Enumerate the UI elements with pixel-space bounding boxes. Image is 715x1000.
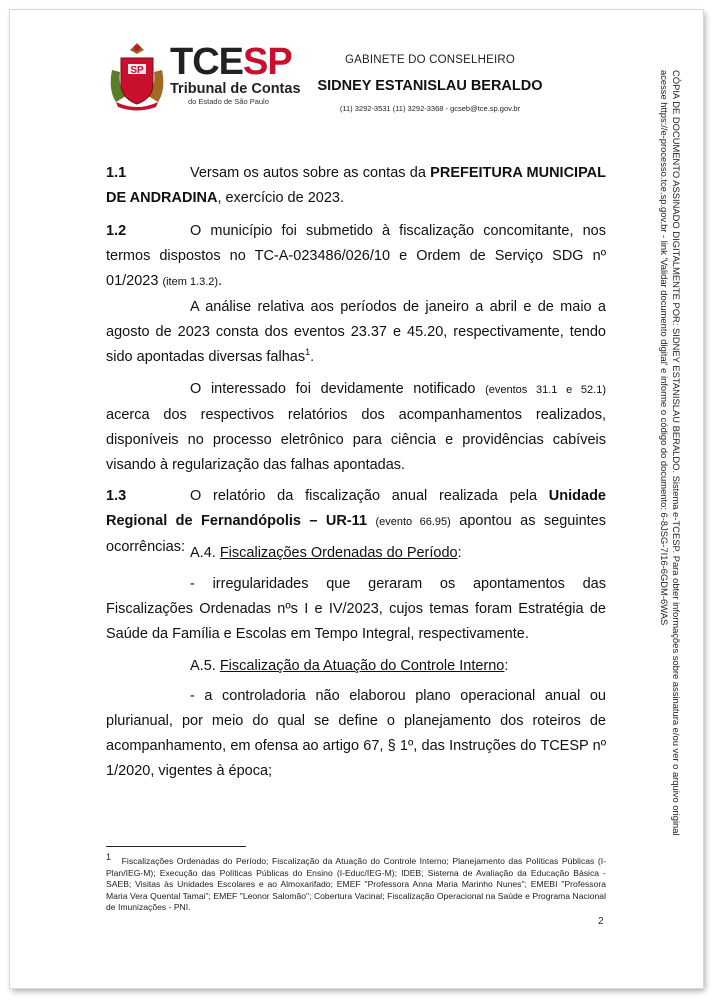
signature-note-line: CÓPIA DE DOCUMENTO ASSINADO DIGITALMENTE POR: SIDNEY ESTANISLAU BERALDO. Sistema e-TCESP. Para obter informações sobre assinatura e/ou ver o arquivo original — [671, 70, 682, 836]
section-number: 1.3 — [106, 488, 127, 504]
digital-signature-note — [642, 70, 682, 930]
sao-paulo-seal-icon — [106, 40, 168, 112]
heading-title: Fiscalizações Ordenadas do Período — [219, 545, 458, 561]
text: A análise relativa aos períodos de janeiro a abril e de maio a agosto de 2023 consta dos eventos 23.37 e 45.20, respectivamente, tendo sido apontadas diversas falhas — [106, 299, 606, 365]
signature-note-line: acesse https://e-processo.tce.sp.gov.br - link 'Validar documento digital' e informe o código do documento: 6-8JSG-7I16-6GDM-6WAS — [659, 70, 671, 626]
text: . — [218, 273, 223, 289]
page-number: 2 — [598, 916, 604, 927]
logo-subtitle-small: do Estado de São Paulo — [188, 97, 269, 106]
text: . — [310, 349, 315, 365]
section-number: 1.1 — [106, 165, 127, 181]
heading-label: A.4. — [190, 545, 220, 561]
regional-unit: Unidade Regional de Fernandópolis – UR-11 — [106, 488, 606, 529]
text: Versam os autos sobre as contas da — [190, 165, 431, 181]
event-reference: (evento 66.95) — [375, 516, 451, 528]
footnote-mark: 1 — [305, 347, 311, 358]
heading-label: A.5. — [190, 658, 220, 674]
heading-a5 — [106, 654, 606, 679]
text: acerca dos respectivos relatórios dos acompanhamentos realizados, disponíveis no processo eletrônico para ciência e providências cabíveis visando à regularização das falhas apontadas. — [106, 407, 606, 473]
logo-subtitle: Tribunal de Contas — [170, 81, 301, 97]
footnote — [106, 852, 606, 914]
paragraph-a4: - irregularidades que geraram os apontamentos das Fiscalizações Ordenadas nºs I e IV/2023, cujos temas foram Estratégia de Saúde da Família e Escolas em Tempo Integral, respectivamente. — [106, 576, 606, 642]
text: O relatório da fiscalização anual realizada pela — [190, 488, 549, 504]
heading-a4 — [106, 541, 606, 566]
footnote-text: Fiscalizações Ordenadas do Período; Fiscalização da Atuação do Controle Interno; Planejamento das Políticas Públicas (I-Plan/IEG-M); Execução das Políticas Públicas do Ensino (I-Educ/IEG-M); IDEB; Sistema de Avaliação da Educação Básica - SAEB; Visitas às Unidades Escolares e ao Almoxarifado; EMEF "Professora Anna Maria Marinho Nunes"; EMEBI "Professora Maria Vera Quental Tamai"; EMEF "Leonor Salomão"; Cobertura Vacinal; Fiscalização Operacional na Saúde e Programa Nacional de Imunizações - PNI. — [106, 856, 606, 912]
footnote-divider — [106, 846, 246, 847]
heading-title: Fiscalização da Atuação do Controle Interno — [219, 658, 505, 674]
councillor-name: SIDNEY ESTANISLAU BERALDO — [317, 78, 543, 94]
text: apontou as seguintes ocorrências: — [106, 513, 606, 555]
logo-sp-text: SP — [243, 41, 292, 83]
tcesp-logo — [170, 43, 292, 81]
municipality-name: PREFEITURA MUNICIPAL DE ANDRADINA — [106, 165, 607, 206]
text: , exercício de 2023. — [217, 190, 344, 206]
footnote-number: 1 — [106, 852, 112, 863]
office-title: GABINETE DO CONSELHEIRO — [344, 54, 516, 66]
paragraph-1-1 — [106, 161, 606, 211]
logo-tce-text: TCE — [170, 41, 243, 83]
text: : — [504, 658, 509, 674]
item-reference: (item 1.3.2) — [162, 276, 219, 288]
text: O interessado foi devidamente notificado — [190, 381, 486, 397]
paragraph-1-2 — [106, 219, 606, 295]
text: : — [457, 545, 462, 561]
seal-text: SP — [130, 65, 144, 76]
office-contact: (11) 3292-3531 (11) 3292-3368 - gcseb@tce.sp.gov.br — [339, 104, 521, 113]
text: O município foi submetido à fiscalização concomitante, nos termos dispostos no TC-A-023486/026/10 e Ordem de Serviço SDG nº 01/2023 — [106, 223, 606, 289]
event-reference: (eventos 31.1 e 52.1) — [485, 384, 606, 396]
paragraph-notification — [106, 377, 606, 478]
paragraph-a5: - a controladoria não elaborou plano operacional anual ou plurianual, por meio do qual se define o planejamento dos roteiros de acompanhamento, em ofensa ao artigo 67, § 1º, das Instruções do TCESP nº 1/2020, vigentes à época; — [106, 688, 606, 779]
paragraph-analysis — [106, 295, 606, 370]
section-number: 1.2 — [106, 223, 127, 239]
